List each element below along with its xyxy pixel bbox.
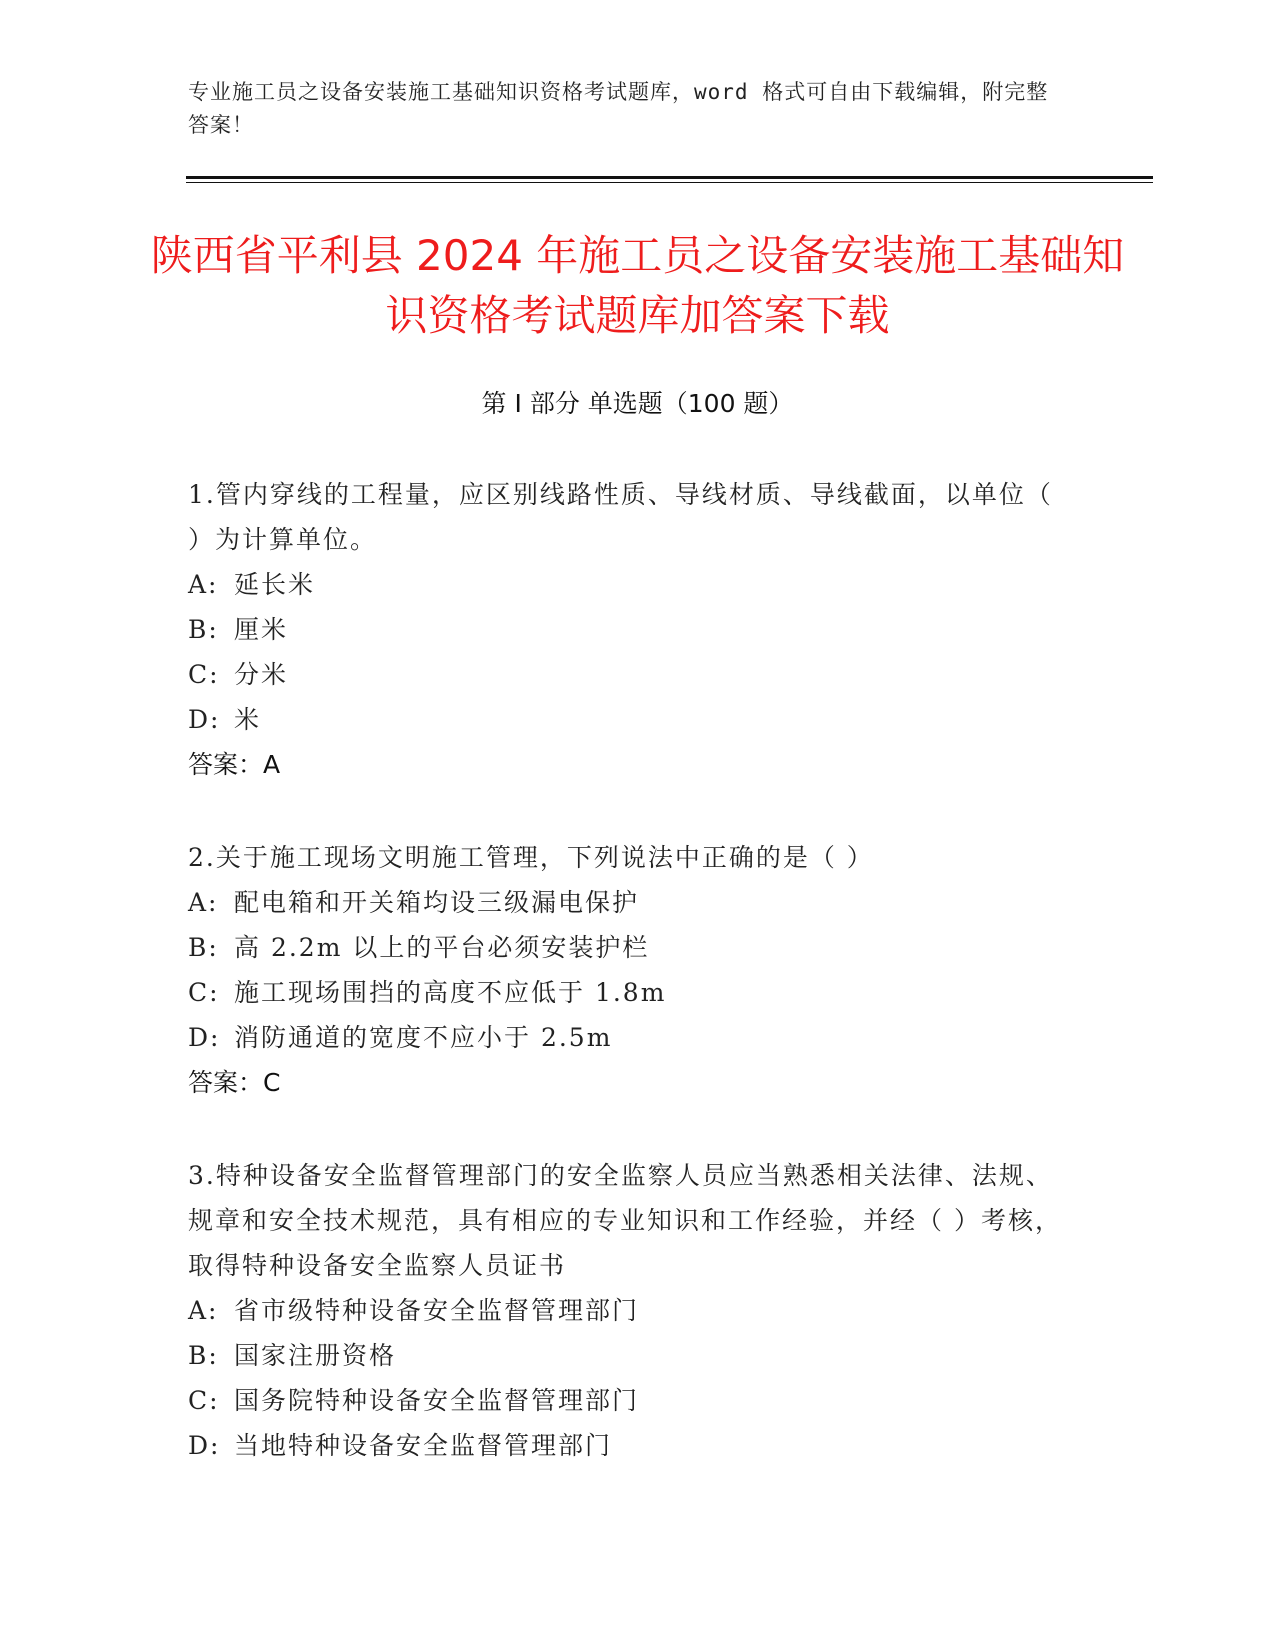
option-key: C: xyxy=(188,1386,220,1415)
option-key: D: xyxy=(188,705,221,734)
question-2 xyxy=(188,835,1068,1105)
option-c xyxy=(188,652,1068,697)
answer-line: 答案：A xyxy=(188,750,281,779)
option-d xyxy=(188,697,1068,742)
option-key: A: xyxy=(188,570,219,599)
option-key: C: xyxy=(188,978,220,1007)
option-key: A: xyxy=(188,1296,219,1325)
question-stem: 3.特种设备安全监督管理部门的安全监察人员应当熟悉相关法律、法规、规章和安全技术规范，具有相应的专业知识和工作经验，并经（ ）考核，取得特种设备安全监察人员证书 xyxy=(188,1161,1062,1280)
option-d xyxy=(188,1423,1068,1468)
option-text: 配电箱和开关箱均设三级漏电保护 xyxy=(234,888,640,917)
option-c xyxy=(188,1378,1068,1423)
option-b xyxy=(188,1333,1068,1378)
option-key: D: xyxy=(188,1023,221,1052)
question-list xyxy=(188,472,1068,1516)
option-text: 高 2.2m 以上的平台必须安装护栏 xyxy=(234,933,650,962)
option-key: B: xyxy=(188,1341,219,1370)
option-a xyxy=(188,880,1068,925)
section-title: 第 I 部分 单选题（100 题） xyxy=(481,389,794,418)
question-1 xyxy=(188,472,1068,787)
option-b xyxy=(188,925,1068,970)
option-text: 延长米 xyxy=(234,570,316,599)
option-a xyxy=(188,1288,1068,1333)
document-title: 陕西省平利县 2024 年施工员之设备安装施工基础知识资格考试题库加答案下载 xyxy=(150,231,1125,340)
option-text: 消防通道的宽度不应小于 2.5m xyxy=(234,1023,613,1052)
option-key: B: xyxy=(188,615,219,644)
question-stem: 2.关于施工现场文明施工管理，下列说法中正确的是（ ） xyxy=(188,843,874,872)
question-stem: 1.管内穿线的工程量，应区别线路性质、导线材质、导线截面，以单位（ ）为计算单位。 xyxy=(188,480,1053,554)
option-c xyxy=(188,970,1068,1015)
option-key: D: xyxy=(188,1431,221,1460)
answer-line: 答案：C xyxy=(188,1068,281,1097)
option-text: 省市级特种设备安全监督管理部门 xyxy=(234,1296,640,1325)
header-note: 专业施工员之设备安装施工基础知识资格考试题库，word 格式可自由下载编辑，附完整答案！ xyxy=(188,80,1049,137)
option-key: A: xyxy=(188,888,219,917)
option-key: C: xyxy=(188,660,220,689)
option-text: 国务院特种设备安全监督管理部门 xyxy=(234,1386,640,1415)
option-text: 国家注册资格 xyxy=(234,1341,397,1370)
option-text: 厘米 xyxy=(234,615,289,644)
header-divider-thick xyxy=(186,176,1153,179)
option-text: 施工现场围挡的高度不应低于 1.8m xyxy=(234,978,667,1007)
option-b xyxy=(188,607,1068,652)
option-text: 米 xyxy=(234,705,262,734)
option-d xyxy=(188,1015,1068,1060)
question-3 xyxy=(188,1153,1068,1468)
option-key: B: xyxy=(188,933,219,962)
option-a xyxy=(188,562,1068,607)
option-text: 当地特种设备安全监督管理部门 xyxy=(234,1431,613,1460)
header-divider-thin xyxy=(186,182,1153,183)
option-text: 分米 xyxy=(234,660,289,689)
